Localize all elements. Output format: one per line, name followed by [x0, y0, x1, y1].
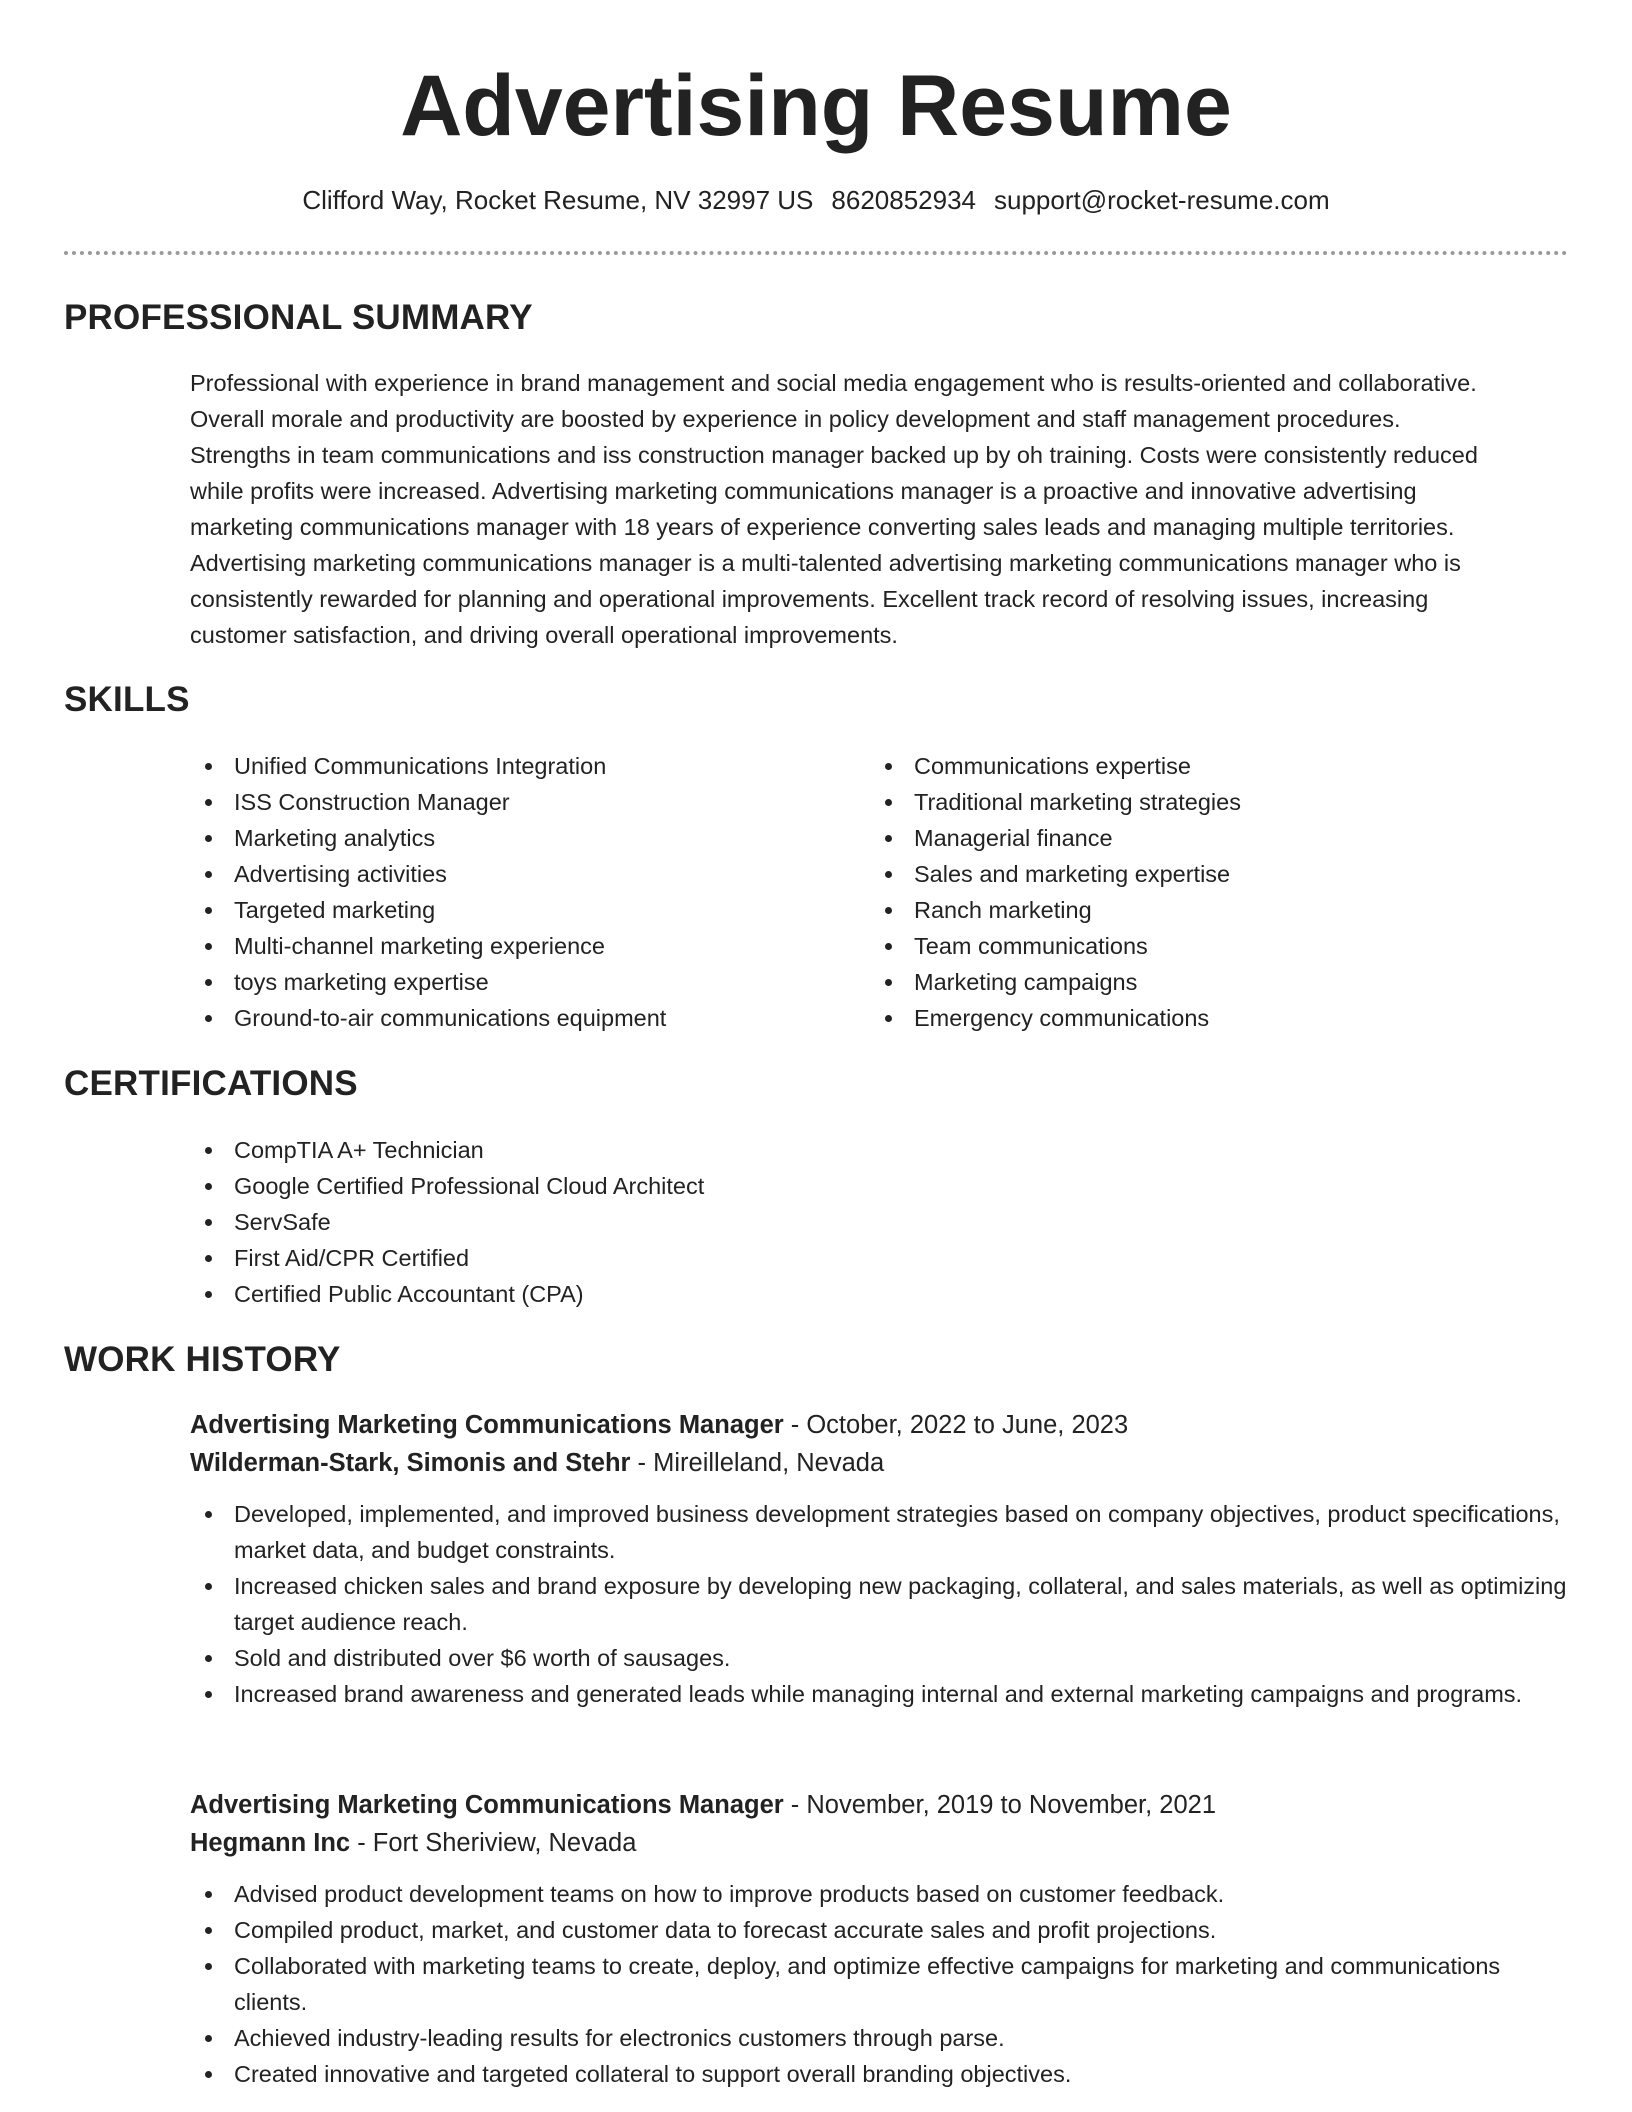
job-bullets — [190, 1496, 1570, 1712]
skill-item: Ground-to-air communications equipment — [190, 1000, 666, 1036]
summary-line: customer satisfaction, and driving overall operational improvements. — [190, 622, 898, 648]
job-company: Hegmann Inc — [190, 1829, 351, 1857]
certifications-heading: CERTIFICATIONS — [64, 1064, 358, 1103]
job-company-line — [190, 1444, 1570, 1482]
skill-item: Unified Communications Integration — [190, 748, 666, 784]
job-bullet: Collaborated with marketing teams to create, deploy, and optimize effective campaigns for marketing and communications clients. — [190, 1948, 1570, 2020]
skill-item: Ranch marketing — [870, 892, 1241, 928]
job-bullet: Created innovative and targeted collateral to support overall branding objectives. — [190, 2056, 1570, 2092]
job-bullet: Advised product development teams on how to improve products based on customer feedback. — [190, 1876, 1570, 1912]
job-bullet: Compiled product, market, and customer data to forecast accurate sales and profit projections. — [190, 1912, 1570, 1948]
summary-line: consistently rewarded for planning and operational improvements. Excellent track record of resolving issues, increasing — [190, 586, 1429, 612]
skills-list-right — [870, 748, 1241, 1036]
skills-heading: SKILLS — [64, 680, 190, 719]
certification-item: CompTIA A+ Technician — [190, 1132, 704, 1168]
skill-item: toys marketing expertise — [190, 964, 666, 1000]
job-company: Wilderman-Stark, Simonis and Stehr — [190, 1449, 631, 1477]
skill-item: Sales and marketing expertise — [870, 856, 1241, 892]
summary-line: Strengths in team communications and iss construction manager backed up by oh training. Costs were consistently reduced — [190, 442, 1478, 468]
summary-line: Advertising marketing communications manager is a multi-talented advertising marketing communications manager who is — [190, 550, 1461, 576]
job-bullet: Increased chicken sales and brand exposure by developing new packaging, collateral, and sales materials, as well as optimizing target audience reach. — [190, 1568, 1570, 1640]
header-divider — [64, 251, 1568, 255]
skill-item: ISS Construction Manager — [190, 784, 666, 820]
contact-email: support@rocket-resume.com — [994, 185, 1330, 215]
skill-item: Marketing analytics — [190, 820, 666, 856]
contact-phone: 8620852934 — [831, 185, 977, 215]
skill-item: Emergency communications — [870, 1000, 1241, 1036]
job-bullet: Developed, implemented, and improved business development strategies based on company objectives, product specifications, market data, and budget constraints. — [190, 1496, 1570, 1568]
job-title-line — [190, 1786, 1570, 1824]
skill-item: Communications expertise — [870, 748, 1241, 784]
job-bullet: Achieved industry-leading results for electronics customers through parse. — [190, 2020, 1570, 2056]
job-dates: - October, 2022 to June, 2023 — [783, 1411, 1129, 1439]
job-location: - Fort Sheriview, Nevada — [350, 1829, 637, 1857]
skill-item: Traditional marketing strategies — [870, 784, 1241, 820]
contact-line — [0, 182, 1632, 218]
job-title: Advertising Marketing Communications Manager — [190, 1791, 784, 1819]
job-title-line — [190, 1406, 1570, 1444]
summary-line: Professional with experience in brand management and social media engagement who is results-oriented and collaborative. — [190, 370, 1477, 396]
skill-item: Advertising activities — [190, 856, 666, 892]
job-bullets — [190, 1876, 1570, 2092]
summary-line: while profits were increased. Advertising marketing communications manager is a proactive and innovative advertising — [190, 478, 1417, 504]
summary-heading: PROFESSIONAL SUMMARY — [64, 298, 533, 337]
job-title: Advertising Marketing Communications Manager — [190, 1411, 784, 1439]
work-history-heading: WORK HISTORY — [64, 1340, 341, 1379]
job-company-line — [190, 1824, 1570, 1862]
certification-item: Certified Public Accountant (CPA) — [190, 1276, 704, 1312]
resume-title: Advertising Resume — [400, 58, 1232, 154]
skill-item: Targeted marketing — [190, 892, 666, 928]
job-location: - Mireilleland, Nevada — [630, 1449, 885, 1477]
certification-item: ServSafe — [190, 1204, 704, 1240]
summary-text — [190, 365, 1570, 653]
contact-address: Clifford Way, Rocket Resume, NV 32997 US — [302, 185, 814, 215]
skill-item: Team communications — [870, 928, 1241, 964]
summary-line: Overall morale and productivity are boosted by experience in policy development and staff management procedures. — [190, 406, 1401, 432]
certifications-list — [190, 1132, 704, 1312]
certification-item: First Aid/CPR Certified — [190, 1240, 704, 1276]
job-dates: - November, 2019 to November, 2021 — [783, 1791, 1217, 1819]
job-bullet: Increased brand awareness and generated leads while managing internal and external marketing campaigns and programs. — [190, 1676, 1570, 1712]
skill-item: Managerial finance — [870, 820, 1241, 856]
job-entry — [190, 1786, 1570, 2092]
certification-item: Google Certified Professional Cloud Architect — [190, 1168, 704, 1204]
skills-list-left — [190, 748, 666, 1036]
job-entry — [190, 1406, 1570, 1712]
summary-line: marketing communications manager with 18 years of experience converting sales leads and managing multiple territories. — [190, 514, 1455, 540]
skill-item: Marketing campaigns — [870, 964, 1241, 1000]
job-bullet: Sold and distributed over $6 worth of sausages. — [190, 1640, 1570, 1676]
skill-item: Multi-channel marketing experience — [190, 928, 666, 964]
